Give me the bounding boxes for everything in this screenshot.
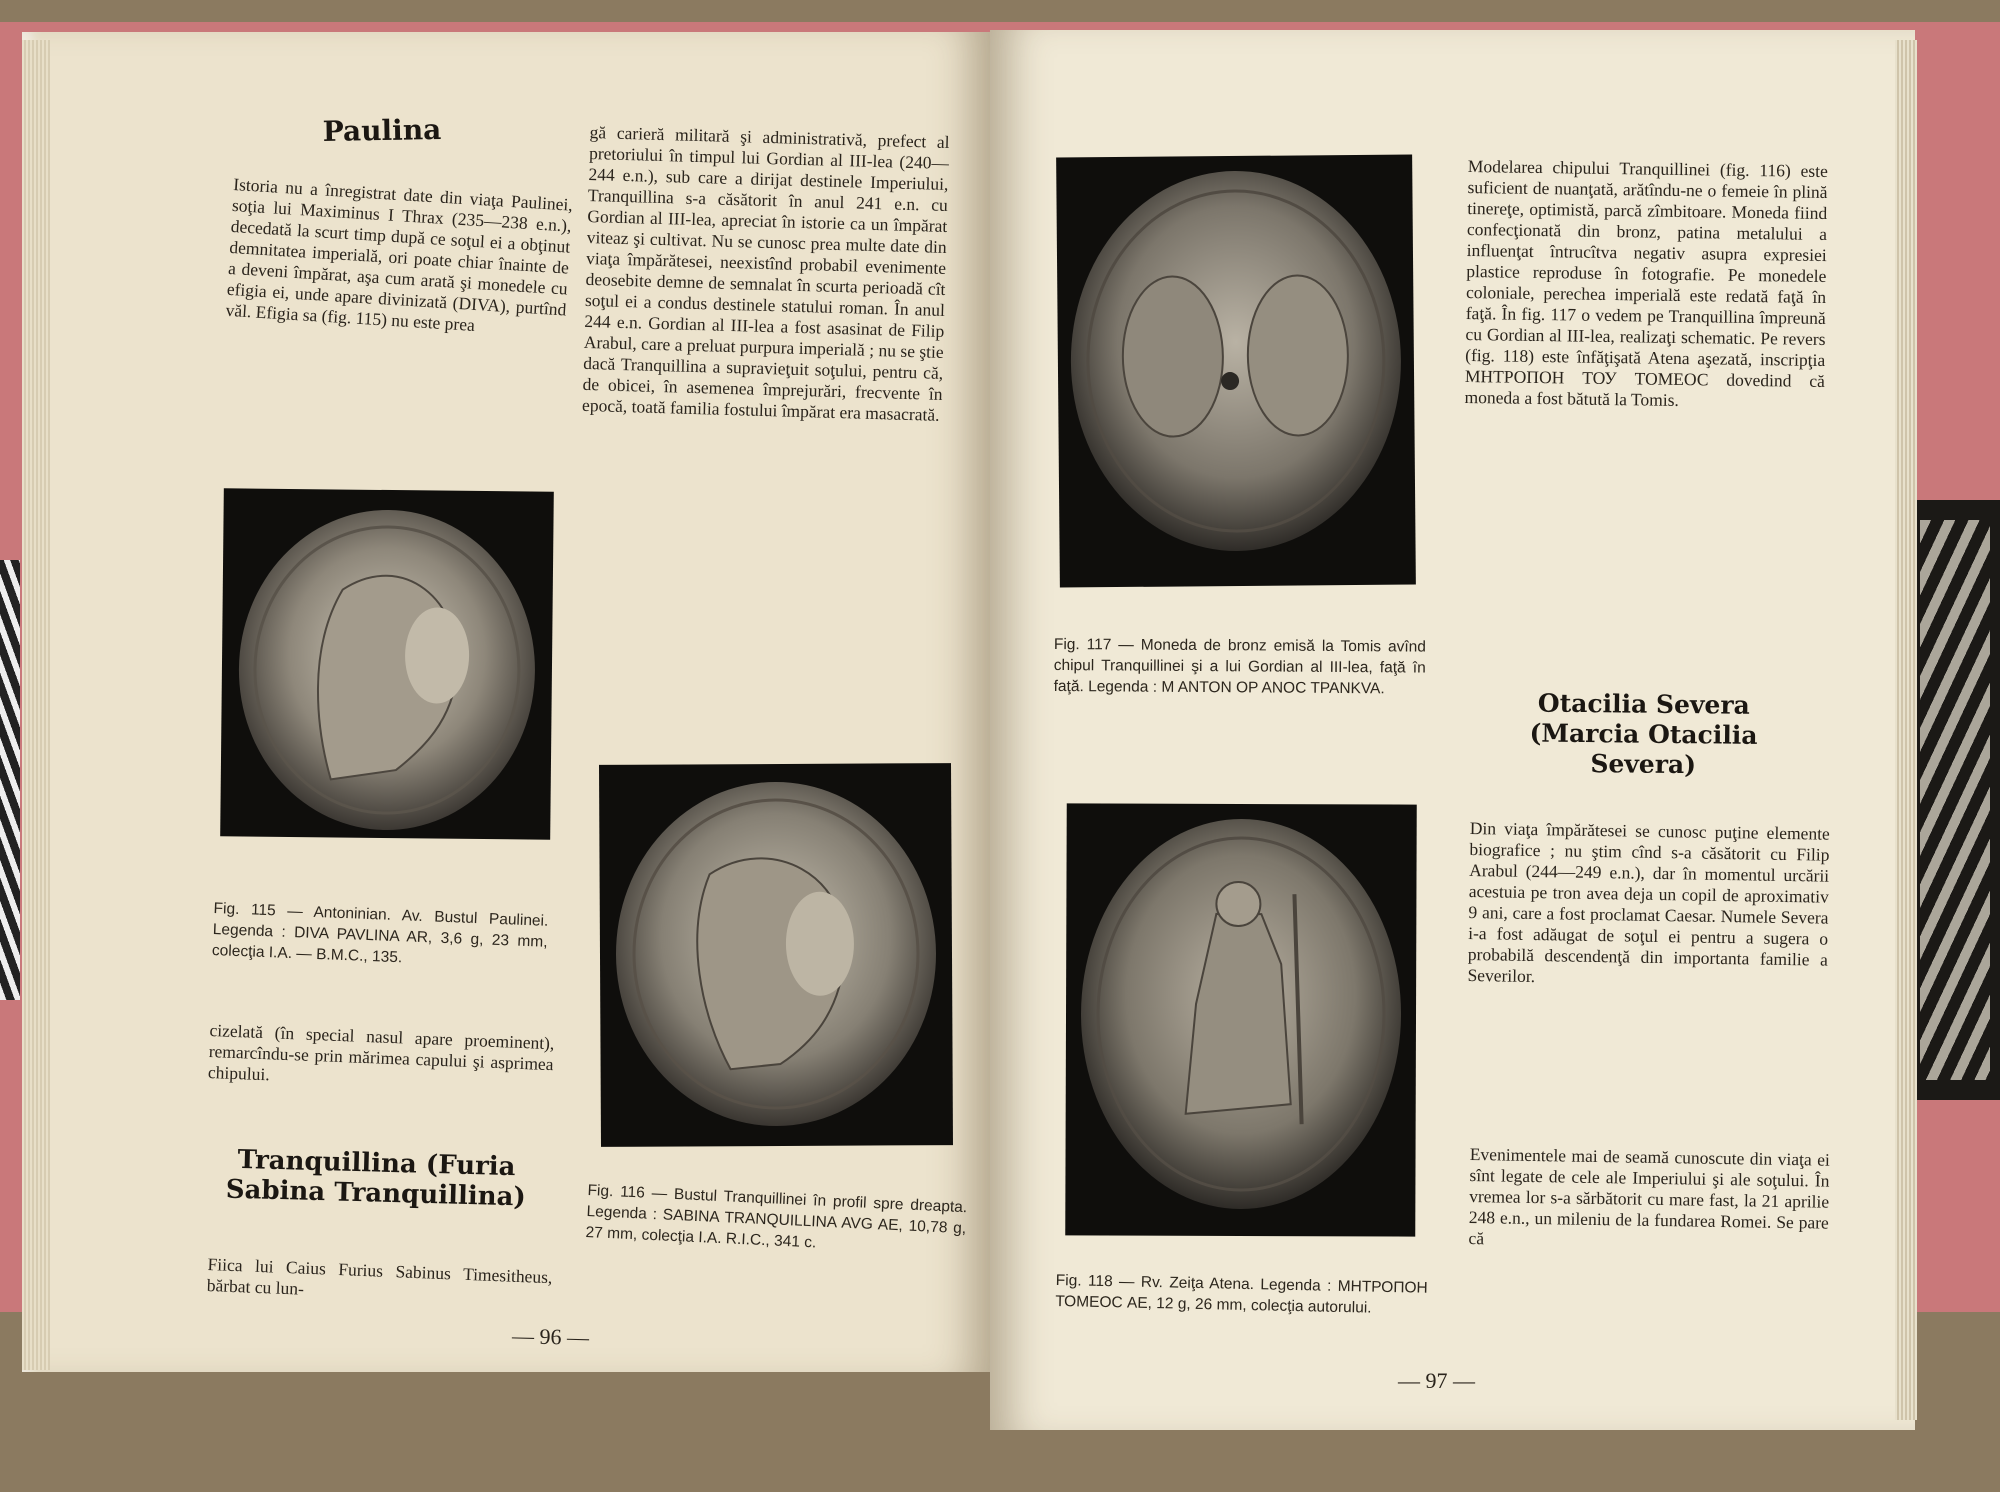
paulina-paragraph-1: Istoria nu a înregistrat date din viaţa Paulinei, soţia lui Maximinus I Thrax (235—238 e.n.), decedată la scurt timp după ce soţul ei a obţinut demnitatea imperială, ori poate chiar înainte de a deveni împărat, aşa cum arată şi monedele cu efigia ei, unde apare divinizată (DIVA), purtînd văl. Efigia sa (fig. 115) nu este prea — [225, 174, 574, 335]
fig-118-coin-photo — [1065, 803, 1417, 1236]
paulina-paragraph-2: cizelată (în special nasul apare proeminent), remarcîndu-se prin mărimea capului şi asprimea chipului. — [207, 1020, 555, 1085]
section-title-otacilia: Otacilia Severa (Marcia Otacilia Severa) — [1529, 688, 1758, 780]
fig-117-coin-photo — [1056, 154, 1416, 587]
page-number-96: — 96 — — [511, 1323, 590, 1350]
tranquillina-paragraph-3: Modelarea chipului Tranquillinei (fig. 116) este suficient de nuanţată, arătîndu-ne o femeie în plină tinereţe, optimistă, parcă zîmbitoare. Moneda fiind confecţionată din bronz, patina metalului a influenţat întrucîtva negativ asupra expresiei plastice reproduse în fotografie. Pe monedele coloniale, perechea imperială este redată faţă în faţă. În fig. 117 o vedem pe Tranquillina împreună cu Gordian al III-lea, realizaţi schematic. Pe revers (fig. 118) este înfăţişată Atena aşezată, inscripţia МНТРОПОН ТОУ ТОМЕОС dovedind că moneda a fost bătută la Tomis. — [1464, 156, 1828, 410]
right-page-edges — [1895, 40, 1917, 1420]
fig-116-caption: Fig. 116 — Bustul Tranquillinei în profil spre dreapta. Legenda : SABINA TRANQUILLINA AVG AE, 10,78 g, 27 mm, colecţia I.A. R.I.C., 341 c. — [585, 1181, 968, 1252]
page-title-paulina: Paulina — [322, 112, 442, 149]
fig-116-coin-photo — [599, 763, 953, 1147]
page-number-97: — 97 — — [1398, 1368, 1475, 1393]
left-page-edges — [22, 40, 50, 1370]
fig-115-caption: Fig. 115 — Antoninian. Av. Bustul Paulinei. Legenda : DIVA PAVLINA AR, 3,6 g, 23 mm, colecţia I.A. — B.M.C., 135. — [211, 899, 549, 967]
otacilia-paragraph-1: Din viaţa împărătesei se cunosc puţine elemente biografice ; nu ştim cînd s-a căsătorit cu Filip Arabul (244—249 e.n.), dar în momentul urcării acestuia pe tron avea deja un copil de aproximativ 9 ani, care a fost proclamat Caesar. Numele Severa i-a fost adăugat de soţul ei pentru a sugera o probabilă descendenţă din importanta familie a Severilor. — [1467, 818, 1830, 987]
fig-115-coin-photo — [220, 488, 554, 839]
right-page — [990, 30, 1915, 1430]
tranquillina-paragraph-1: Fiica lui Caius Furius Sabinus Timesitheus, bărbat cu lun- — [206, 1254, 553, 1299]
left-page — [22, 32, 990, 1372]
fig-117-caption: Fig. 117 — Moneda de bronz emisă la Tomis avînd chipul Tranquillinei şi a lui Gordian al III-lea, faţă în faţă. Legenda : M ANTON OP ANOC TPANKVA. — [1053, 635, 1426, 698]
fig-118-caption: Fig. 118 — Rv. Zeiţa Atena. Legenda : МНТРОПОН ТОМЕОС AE, 12 g, 26 mm, colecţia autorului. — [1055, 1271, 1428, 1317]
cover-pattern-left — [0, 560, 20, 1000]
cover-pattern-right-detail — [1920, 520, 1990, 1080]
otacilia-paragraph-2: Evenimentele mai de seamă cunoscute din viaţa ei sînt legate de cele ale Imperiului şi ale soţului. În vremea lor s-a sărbătorit cu mare fast, la 21 aprilie 248 e.n., un mileniu de la fundarea Romei. Se pare că — [1468, 1144, 1830, 1249]
tranquillina-paragraph-2: gă carieră militară şi administrativă, prefect al pretoriului în timpul lui Gordian al III-lea (240—244 e.n.), sub care a dirijat destinele Imperiului, Tranquillina s-a căsătorit în anul 241 e.n. cu Gordian al III-lea, apreciat în istorie ca un împărat viteaz şi cultivat. Nu se cunosc prea multe date din viaţa împărătesei, neexistînd probabil evenimente deosebite demne de semnalat în scurta perioadă cît soţul ei a condus destinele statului roman. În anul 244 e.n. Gordian al III-lea a fost asasinat de Filip Arabul, care a preluat purpura imperială ; nu se ştie dacă Tranquillina a supravieţuit soţului, pentru că, de obicei, în asemenea împrejurări, frecvente în epocă, toată familia fostului împărat era masacrată. — [581, 122, 950, 425]
section-title-tranquillina: Tranquillina (Furia Sabina Tranquillina) — [225, 1144, 527, 1213]
